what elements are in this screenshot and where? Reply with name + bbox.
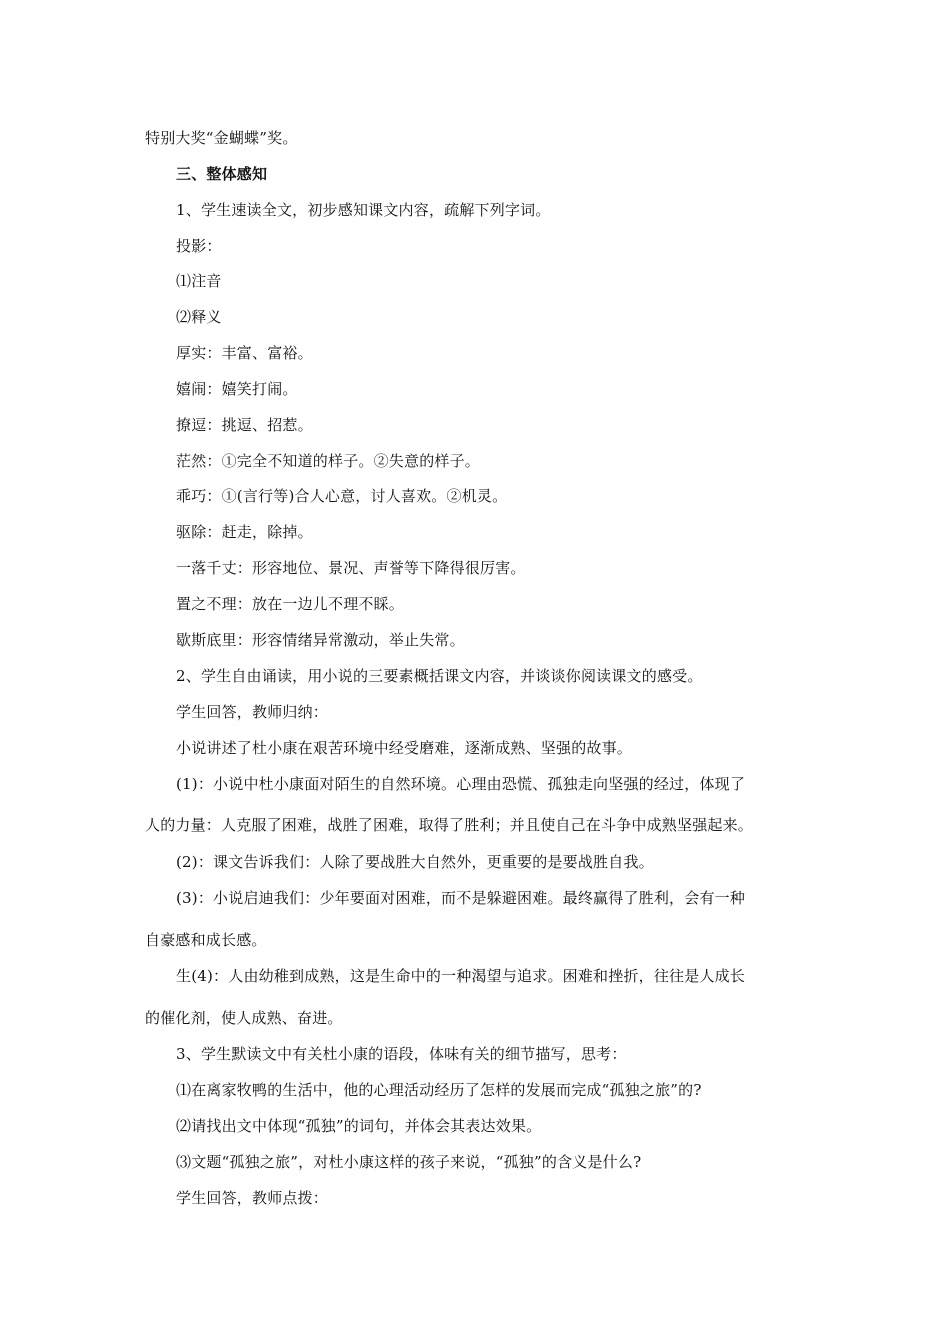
definition-item: 歇斯底里：形容情绪异常激动，举止失常。 (176, 631, 465, 649)
definition-item: 一落千丈：形容地位、景况、声誉等下降得很厉害。 (176, 559, 526, 577)
section-heading: 三、整体感知 (176, 165, 268, 183)
definition-item: 嬉闹：嬉笑打闹。 (176, 380, 298, 398)
question-item: ⑴在离家牧鸭的生活中，他的心理活动经历了怎样的发展而完成“孤独之旅”的? (176, 1081, 702, 1099)
paragraph-answer-intro: 学生回答，教师归纳： (176, 703, 329, 721)
paragraph-task-1: 1、学生速读全文，初步感知课文内容，疏解下列字词。 (176, 201, 551, 219)
paragraph-task-3: 3、学生默读文中有关杜小康的语段，体味有关的细节描写，思考： (176, 1045, 627, 1063)
definition-item: 驱除：赶走，除掉。 (176, 523, 313, 541)
question-item: ⑶文题“孤独之旅”，对杜小康这样的孩子来说，“孤独”的含义是什么? (176, 1153, 642, 1171)
paragraph-task-2: 2、学生自由诵读，用小说的三要素概括课文内容，并谈谈你阅读课文的感受。 (176, 667, 703, 685)
paragraph-point-3-cont: 自豪感和成长感。 (145, 931, 267, 949)
paragraph-point-1-cont: 人的力量：人克服了困难，战胜了困难，取得了胜利；并且使自己在斗争中成熟坚强起来。 (145, 816, 754, 834)
definition-item: 乖巧：①(言行等)合人心意，讨人喜欢。②机灵。 (176, 487, 508, 505)
question-item: ⑵请找出文中体现“孤独”的词句，并体会其表达效果。 (176, 1117, 542, 1135)
paragraph-point-1: (1)：小说中杜小康面对陌生的自然环境。心理由恐慌、孤独走向坚强的经过，体现了 (176, 775, 746, 793)
paragraph-summary: 小说讲述了杜小康在艰苦环境中经受磨难，逐渐成熟、坚强的故事。 (176, 739, 633, 757)
definition-item: 茫然：①完全不知道的样子。②失意的样子。 (176, 452, 481, 470)
definition-item: 厚实：丰富、富裕。 (176, 344, 313, 362)
paragraph-answer-guide: 学生回答，教师点拨： (176, 1189, 329, 1207)
paragraph-point-2: (2)：课文告诉我们：人除了要战胜大自然外，更重要的是要战胜自我。 (176, 853, 654, 871)
paragraph-point-4: 生(4)：人由幼稚到成熟，这是生命中的一种渴望与追求。困难和挫折，往往是人成长 (176, 967, 746, 985)
paragraph-point-3: (3)：小说启迪我们：少年要面对困难，而不是躲避困难。最终赢得了胜利，会有一种 (176, 889, 746, 907)
paragraph-point-4-cont: 的催化剂，使人成熟、奋进。 (145, 1009, 343, 1027)
paragraph-projection: 投影： (176, 237, 222, 255)
paragraph-pinyin: ⑴注音 (176, 272, 222, 290)
paragraph-definitions: ⑵释义 (176, 308, 222, 326)
paragraph-continuation: 特别大奖“金蝴蝶”奖。 (145, 129, 298, 147)
definition-item: 撩逗：挑逗、招惹。 (176, 416, 313, 434)
definition-item: 置之不理：放在一边儿不理不睬。 (176, 595, 405, 613)
